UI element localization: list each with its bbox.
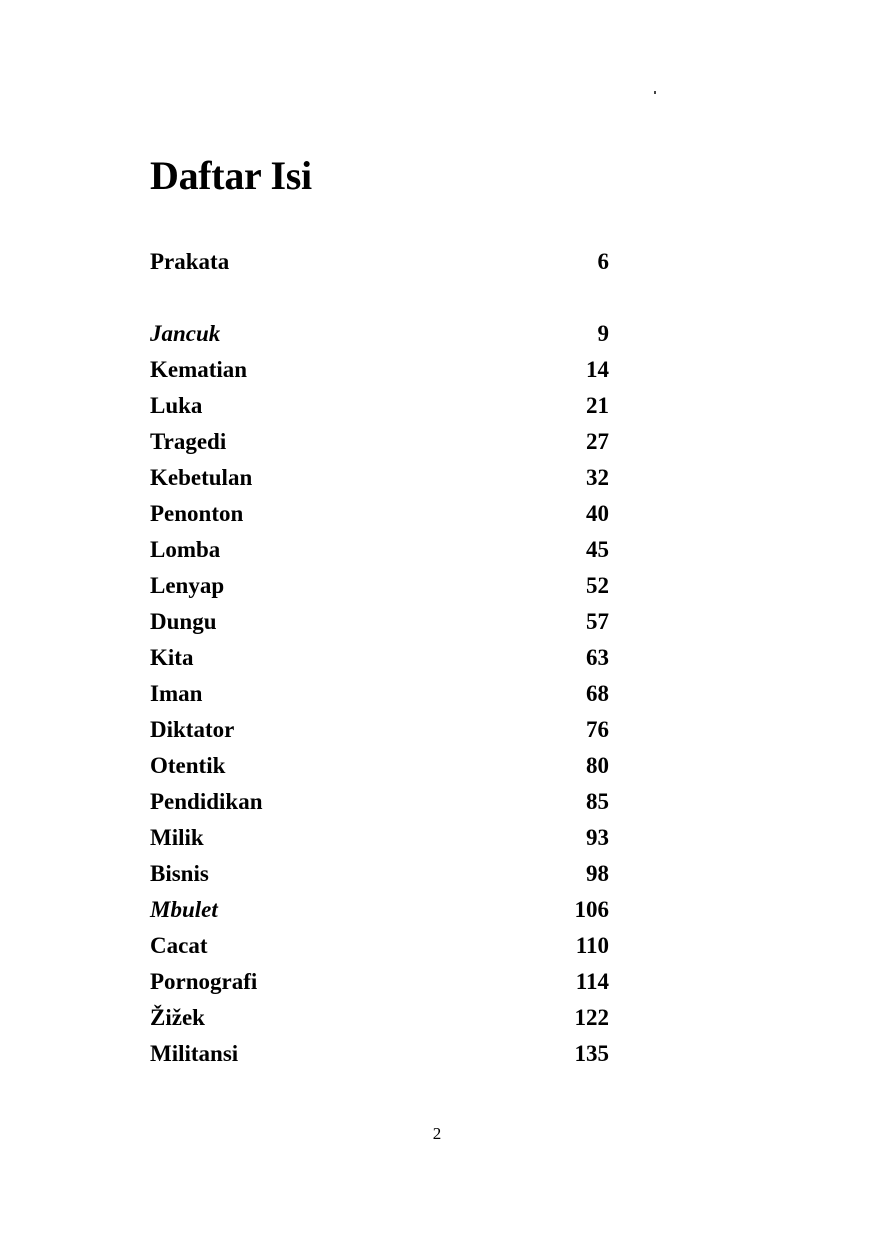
toc-entry[interactable]: [150, 316, 609, 352]
toc-entry-page: 57: [586, 609, 609, 634]
toc-entry[interactable]: [150, 892, 609, 928]
toc-entry-title: Žižek: [150, 1005, 205, 1030]
toc-entry[interactable]: [150, 388, 609, 424]
toc-entry-title: Kematian: [150, 357, 248, 382]
toc-entry-title: Cacat: [150, 933, 208, 958]
toc-entry[interactable]: [150, 532, 609, 568]
toc-entry[interactable]: [150, 712, 609, 748]
toc-entry-title: Jancuk: [150, 321, 221, 346]
toc-entry[interactable]: [150, 1000, 609, 1036]
toc-entry-page: 14: [586, 357, 609, 382]
toc-entry-page: 80: [586, 753, 609, 778]
toc-entry-page: 63: [586, 645, 609, 670]
toc-entry[interactable]: [150, 496, 609, 532]
toc-entry-page: 21: [586, 393, 609, 418]
toc-entry-title: Bisnis: [150, 861, 209, 886]
toc-entry[interactable]: [150, 460, 609, 496]
toc-entry-title: Kebetulan: [150, 465, 253, 490]
toc-entry-title: Iman: [150, 681, 203, 706]
toc-entry-page: 98: [586, 861, 609, 886]
toc-entry-title: Tragedi: [150, 429, 227, 454]
toc-entry-title: Dungu: [150, 609, 217, 634]
toc-entry-page: 122: [574, 1005, 609, 1030]
toc-entry-title: Lomba: [150, 537, 221, 562]
toc-entry-title: Pornografi: [150, 969, 258, 994]
toc-entry-title: Militansi: [150, 1041, 239, 1066]
toc-entry-page: 110: [575, 933, 609, 958]
table-of-contents: [150, 244, 609, 1072]
page-number: 2: [432, 1124, 442, 1143]
toc-entry-title: Pendidikan: [150, 789, 263, 814]
toc-entry-page: 6: [597, 249, 609, 274]
toc-entry-page: 114: [575, 969, 609, 994]
page-title: Daftar Isi: [150, 153, 312, 198]
toc-entry-page: 45: [586, 537, 609, 562]
toc-entry[interactable]: [150, 604, 609, 640]
toc-entry-page: 40: [586, 501, 609, 526]
toc-entry[interactable]: [150, 244, 609, 280]
toc-entry-page: 93: [586, 825, 609, 850]
toc-entry-title: Lenyap: [150, 573, 225, 598]
toc-entry[interactable]: [150, 424, 609, 460]
toc-entry[interactable]: [150, 352, 609, 388]
toc-entry[interactable]: [150, 964, 609, 1000]
toc-entry[interactable]: [150, 856, 609, 892]
toc-entry[interactable]: [150, 568, 609, 604]
toc-entry[interactable]: [150, 748, 609, 784]
scan-speck: [654, 91, 656, 94]
toc-entry-title: Kita: [150, 645, 194, 670]
toc-entry-title: Mbulet: [150, 897, 218, 922]
toc-entry-title: Otentik: [150, 753, 226, 778]
toc-entry[interactable]: [150, 1036, 609, 1072]
toc-entry[interactable]: [150, 784, 609, 820]
toc-entry-page: 9: [597, 321, 609, 346]
toc-entry[interactable]: [150, 928, 609, 964]
toc-entry-title: Diktator: [150, 717, 235, 742]
toc-entry-page: 106: [574, 897, 609, 922]
toc-entry-page: 27: [586, 429, 609, 454]
toc-entry-page: 52: [586, 573, 609, 598]
toc-entry-page: 135: [574, 1041, 609, 1066]
toc-entry-title: Prakata: [150, 249, 230, 274]
toc-entry[interactable]: [150, 676, 609, 712]
toc-entry-page: 85: [586, 789, 609, 814]
toc-entry[interactable]: [150, 820, 609, 856]
toc-entry[interactable]: [150, 640, 609, 676]
toc-entry-page: 76: [586, 717, 609, 742]
toc-entry-title: Penonton: [150, 501, 244, 526]
toc-entry-page: 68: [586, 681, 609, 706]
toc-entry-title: Milik: [150, 825, 204, 850]
toc-entry-title: Luka: [150, 393, 203, 418]
toc-entry-page: 32: [586, 465, 609, 490]
